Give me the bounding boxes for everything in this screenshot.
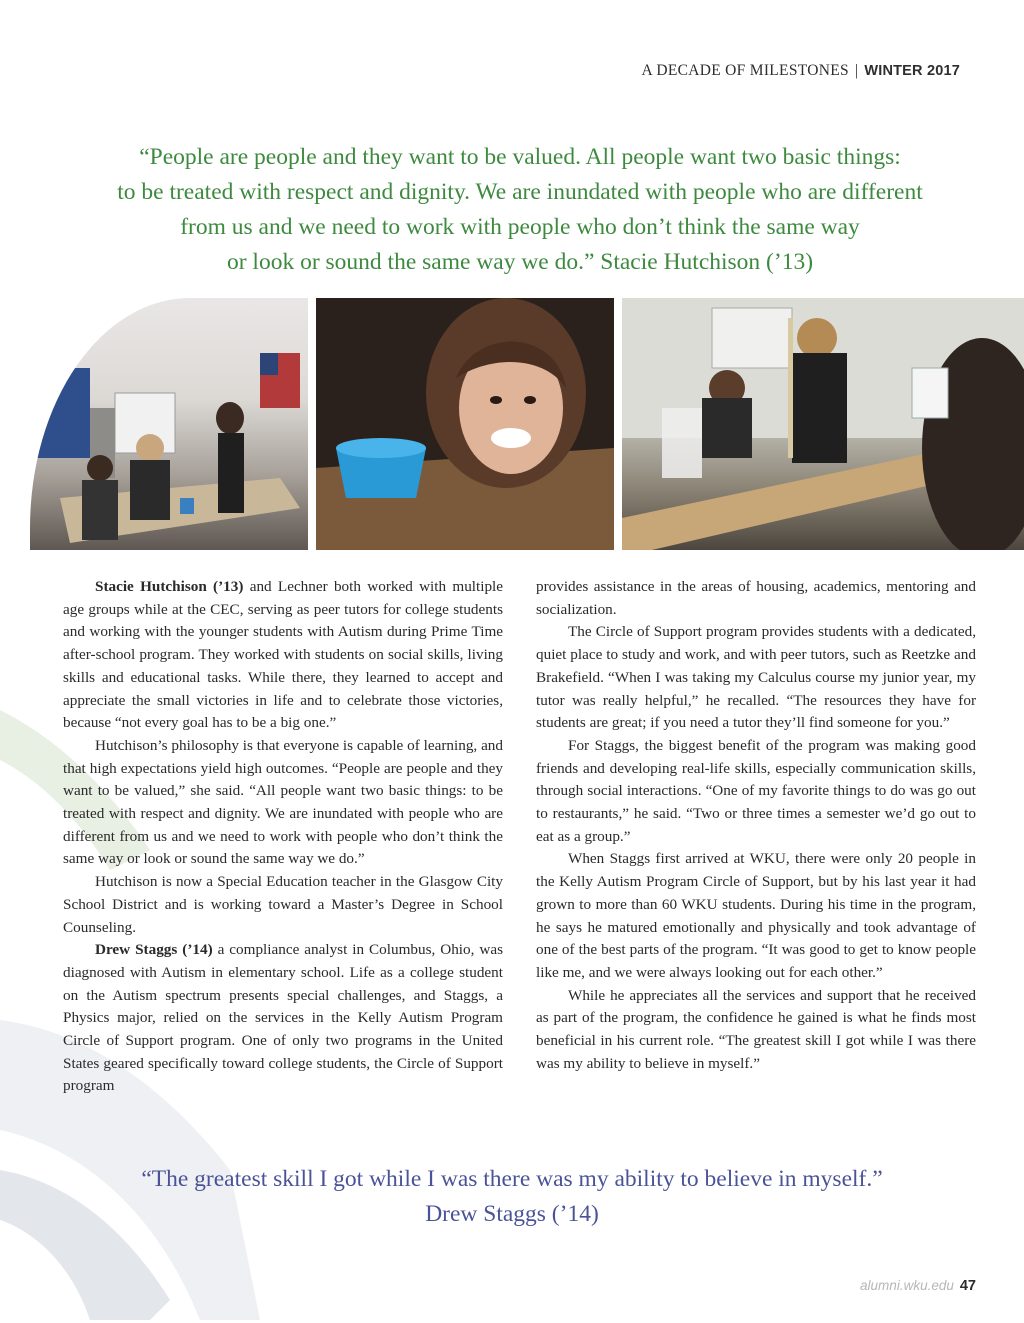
pull-quote-top	[40, 140, 1000, 280]
paragraph: For Staggs, the biggest benefit of the program was making good friends and developing real-life skills, especially communication skills, through social interactions. “One of my favorite things to do was go out to restaurants,” he said. “Two or three times a semester we’d go out to eat as a group.”	[536, 736, 976, 845]
pull-quote-bottom	[40, 1162, 984, 1232]
photo-strip	[0, 298, 1024, 550]
paragraph: While he appreciates all the services and support that he received as part of the program, the confidence he gained is what he finds most beneficial in his current role. “The greatest skill I got while I was there was my ability to believe in myself.”	[536, 986, 976, 1072]
page-number: 47	[959, 1278, 976, 1294]
pull-quote-bottom-attribution: Drew Staggs (’14)	[425, 1201, 599, 1227]
paragraph: When Staggs first arrived at WKU, there were only 20 people in the Kelly Autism Program Circle of Support, but by his last year it had grown to more than 60 WKU students. During his time in the program, he says he matured emotionally and physically and took advantage of one of the best parts of the program. “It was good to get to know people like me, and we were always looking out for each other.”	[536, 850, 976, 981]
pull-quote-bottom-text: “The greatest skill I got while I was there was my ability to believe in myself.”	[141, 1166, 883, 1192]
classroom-students-illustration	[30, 298, 308, 550]
person-name: Stacie Hutchison (’13)	[95, 578, 244, 595]
paragraph: Hutchison is now a Special Education teacher in the Glasgow City School District and is working toward a Master’s Degree in School Counseling.	[63, 873, 503, 936]
page-header	[642, 62, 960, 80]
classroom-students-photo	[30, 298, 308, 550]
smiling-woman-photo	[316, 298, 614, 550]
smiling-woman-illustration	[316, 298, 614, 550]
paragraph-text: a compliance analyst in Columbus, Ohio, was diagnosed with Autism in elementary school. Life as a college student on the Autism spectrum presents special challenges, and Staggs, a Physics major, relied on the services in the Kelly Autism Program Circle of Support program. One of only two programs in the United States geared specifically toward college students, the Circle of Support program	[63, 941, 504, 1095]
pull-quote-top-line: from us and we need to work with people who don’t think the same way	[180, 214, 860, 240]
header-section: A DECADE OF MILESTONES	[641, 62, 849, 79]
measuring-activity-illustration	[622, 298, 1024, 550]
pull-quote-top-line: to be treated with respect and dignity. We are inundated with people who are different	[117, 179, 923, 205]
paragraph: Hutchison’s philosophy is that everyone is capable of learning, and that high expectations yield high outcomes. “People are people and they want to be valued,” she said. “All people want two basic things: to be treated with respect and dignity. We are inundated with people who are different from us and we need to work with people who don’t think the same way or look or sound the same way we do.”	[63, 736, 503, 868]
pull-quote-top-line: or look or sound the same way we do.” Stacie Hutchison (’13)	[226, 249, 814, 275]
person-name: Drew Staggs (’14)	[95, 941, 213, 959]
page-footer	[860, 1278, 976, 1294]
footer-url: alumni.wku.edu	[860, 1278, 954, 1293]
body-column-left	[63, 576, 503, 1098]
pull-quote-top-line: “People are people and they want to be valued. All people want two basic things:	[139, 144, 901, 170]
paragraph-text: and Lechner both worked with multiple age groups while at the CEC, serving as peer tutors for college students and working with the younger students with Autism during Prime Time after-school program. They worked with students on social skills, living skills and educational tasks. While there, they learned to accept and appreciate the small victories in life and to celebrate those victories, because “not every goal has to be a big one.”	[63, 578, 503, 732]
measuring-activity-photo	[622, 298, 1024, 550]
body-column-right	[536, 576, 976, 1075]
paragraph	[63, 576, 503, 735]
header-issue: WINTER 2017	[864, 63, 960, 79]
paragraph: The Circle of Support program provides students with a dedicated, quiet place to study and work, and with peer tutors, such as Reetzke and Brakefield. “When I was taking my Calculus course my junior year, my tutor was really helpful,” he recalled. “The resources they have for students are great; if you need a tutor they’ll find someone for you.”	[536, 623, 976, 732]
paragraph: provides assistance in the areas of housing, academics, mentoring and socialization.	[536, 578, 976, 618]
header-separator: |	[854, 62, 859, 79]
paragraph	[63, 939, 503, 1098]
